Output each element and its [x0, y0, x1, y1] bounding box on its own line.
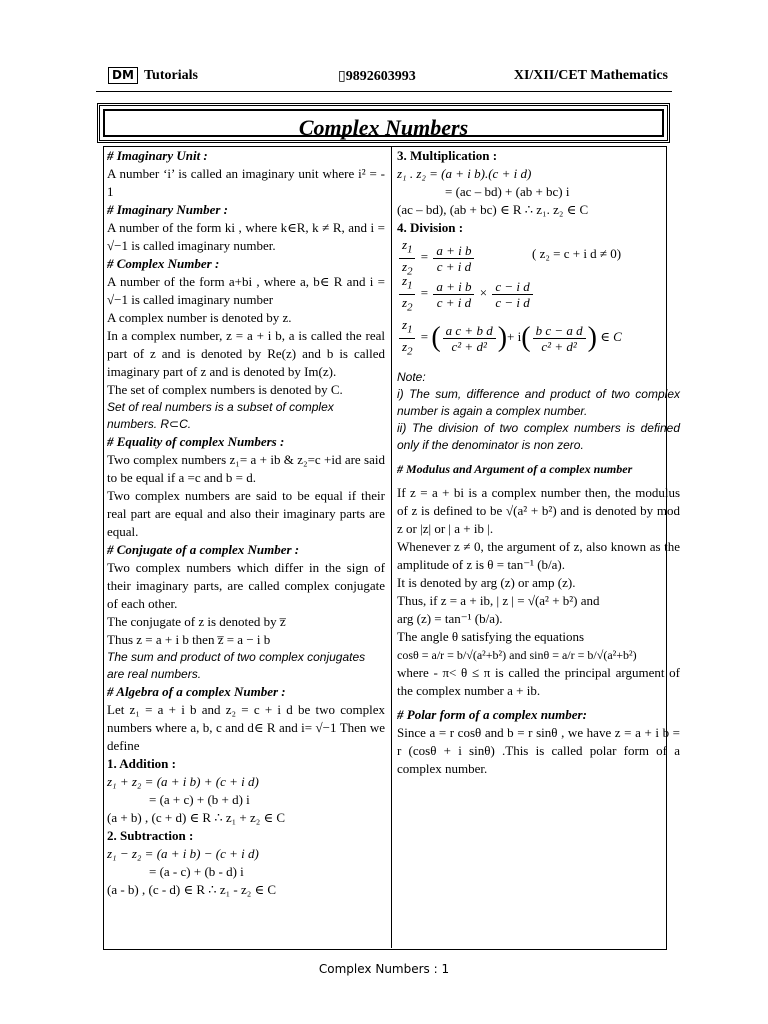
- fraction: $\frac{\text{a + i b}}{\text{c + i d}}$: [433, 279, 474, 310]
- subject-label: XI/XII/CET Mathematics: [513, 68, 668, 83]
- note-text: i) The sum, difference and product of two complex number is again a complex number.: [397, 387, 680, 418]
- paragraph: Two complex numbers are said to be equal if their real part are equal and also their imaginary parts are equal.: [107, 488, 385, 539]
- right-column: [397, 147, 680, 778]
- formula: z₁ + z₂ = (a + i b) + (c + i d): [107, 774, 259, 789]
- paragraph: The angle θ satisfying the equations: [397, 629, 585, 644]
- paragraph: where - π< θ ≤ π is called the principal argument of the complex number a + ib.: [397, 665, 680, 698]
- section-heading: # Imaginary Unit :: [107, 148, 208, 163]
- paragraph: A number ‘i’ is called an imaginary unit where i² = - 1: [107, 166, 385, 199]
- formula: arg (z) = tan⁻¹ (b/a).: [397, 611, 503, 626]
- fraction: $\frac{z_1}{z_2}$: [399, 317, 415, 359]
- paragraph: Since a = r cosθ and b = r sinθ , we have z = a + i b = r (cosθ + i sinθ) .This is called polar form of a complex number.: [397, 725, 680, 776]
- section-heading: # Modulus and Argument of a complex number: [397, 462, 633, 476]
- paragraph: Two complex numbers z₁= a + ib & z₂=c +id are said to be equal if a =c and b = d.: [107, 452, 385, 485]
- paragraph: Whenever z ≠ 0, the argument of z, also known as the amplitude of z is θ = tan⁻¹ (b/a).: [397, 539, 680, 572]
- note-heading: Note:: [397, 370, 426, 384]
- fraction: $\frac{\text{c − i d}}{\text{c − i d}}$: [492, 279, 532, 310]
- section-heading: # Equality of complex Numbers :: [107, 434, 285, 449]
- paragraph: The conjugate of z is denoted by z̅: [107, 614, 286, 629]
- paragraph: Thus, if z = a + ib, | z | = √(a² + b²) and: [397, 593, 600, 608]
- subsection-heading: 1. Addition :: [107, 756, 176, 771]
- fraction: $\frac{z_1}{z_2}$: [399, 273, 415, 315]
- note-text: Set of real numbers is a subset of complex numbers. R⊂C.: [107, 400, 334, 431]
- fraction: $\frac{\text{a c + b d}}{\text{c² + d²}}$: [443, 323, 496, 354]
- paragraph: The set of complex numbers is denoted by C.: [107, 382, 343, 397]
- page-footer: Complex Numbers : 1: [318, 962, 450, 976]
- formula: = (a + c) + (b + d) i: [149, 792, 250, 807]
- formula: (a - b) , (c - d) ∈ R ∴ z₁ - z₂ ∈ C: [107, 882, 277, 897]
- subsection-heading: 2. Subtraction :: [107, 828, 194, 843]
- formula: Thus z = a + i b then z̅ = a − i b: [107, 632, 271, 647]
- division-formula-3: $\frac{z_1}{z_2}$ = ( $\frac{\text{a c + b d}}{\text{c² + d²}}$ )+ i( $\frac{\text{b c − a d}}{\text{c² + d²}}$ ) ∈ C: [397, 311, 680, 369]
- section-heading: # Imaginary Number :: [107, 202, 228, 217]
- title-box: [97, 103, 670, 143]
- formula: z₁ . z₂ = (a + i b).(c + i d): [397, 166, 532, 181]
- phone-number: ▯9892603993: [338, 69, 416, 84]
- paragraph: It is denoted by arg (z) or amp (z).: [397, 575, 576, 590]
- left-column: [107, 147, 385, 899]
- formula: = (ac – bd) + (ab + bc) i: [445, 184, 570, 199]
- logo: DM: [108, 67, 138, 84]
- column-divider: [391, 146, 392, 948]
- section-heading: # Polar form of a complex number:: [397, 707, 587, 722]
- brand-name: Tutorials: [144, 68, 198, 83]
- page-title: Complex Numbers: [298, 115, 469, 140]
- subsection-heading: 3. Multiplication :: [397, 148, 498, 163]
- section-heading: # Conjugate of a complex Number :: [107, 542, 300, 557]
- paragraph: In a complex number, z = a + i b, a is called the real part of z and is denoted by Re(z) and b is called imaginary part of z and is denoted by Im(z).: [107, 328, 385, 379]
- section-heading: # Complex Number :: [107, 256, 220, 271]
- paragraph: A number of the form a+bi , where a, b∈ R and i = √−1 is called imaginary number: [107, 274, 385, 307]
- fraction: $\frac{z_1}{z_2}$: [399, 237, 415, 279]
- note-text: ii) The division of two complex numbers is defined only if the denominator is non zero.: [397, 421, 680, 452]
- formula: cosθ = a/r = b/√(a²+b²) and sinθ = a/r = b/√(a²+b²): [397, 648, 637, 662]
- paragraph: Let z₁ = a + i b and z₂ = c + i d be two complex numbers where a, b, c and d∈ R and i= √−1 Then we define: [107, 702, 385, 753]
- page-header: [108, 64, 668, 90]
- paragraph: If z = a + bi is a complex number then, the modulus of z is defined to be √(a² + b²) and is denoted by mod z or |z| or | a + ib |.: [397, 485, 680, 536]
- fraction: $\frac{\text{b c − a d}}{\text{c² + d²}}$: [533, 323, 586, 354]
- note-text: The sum and product of two complex conjugates are real numbers.: [107, 650, 366, 681]
- subsection-heading: 4. Division :: [397, 220, 464, 235]
- formula: = (a - c) + (b - d) i: [149, 864, 244, 879]
- formula: (a + b) , (c + d) ∈ R ∴ z₁ + z₂ ∈ C: [107, 810, 286, 825]
- formula: (ac – bd), (ab + bc) ∈ R ∴ z₁. z₂ ∈ C: [397, 202, 589, 217]
- fraction: $\frac{\text{a + i b}}{\text{c + i d}}$: [433, 243, 474, 274]
- header-rule: [96, 91, 672, 92]
- paragraph: A number of the form ki , where k∈R, k ≠ R, and i = √−1 is called imaginary number.: [107, 220, 385, 253]
- division-formula-2: $\frac{z_1}{z_2}$ = $\frac{\text{a + i b}}{\text{c + i d}}$ × $\frac{\text{c − i d}}{\text{c − i d}}$: [397, 273, 680, 311]
- paragraph: Two complex numbers which differ in the sign of their imaginary parts, are called complex conjugate of each other.: [107, 560, 385, 611]
- section-heading: # Algebra of a complex Number :: [107, 684, 286, 699]
- division-formula-1: $\frac{z_1}{z_2}$ = $\frac{\text{a + i b}}{\text{c + i d}}$ ( z₂ = c + i d ≠ 0): [397, 237, 680, 273]
- division-condition: ( z₂ = c + i d ≠ 0): [532, 246, 622, 261]
- paragraph: A complex number is denoted by z.: [107, 310, 292, 325]
- formula: z₁ − z₂ = (a + i b) − (c + i d): [107, 846, 259, 861]
